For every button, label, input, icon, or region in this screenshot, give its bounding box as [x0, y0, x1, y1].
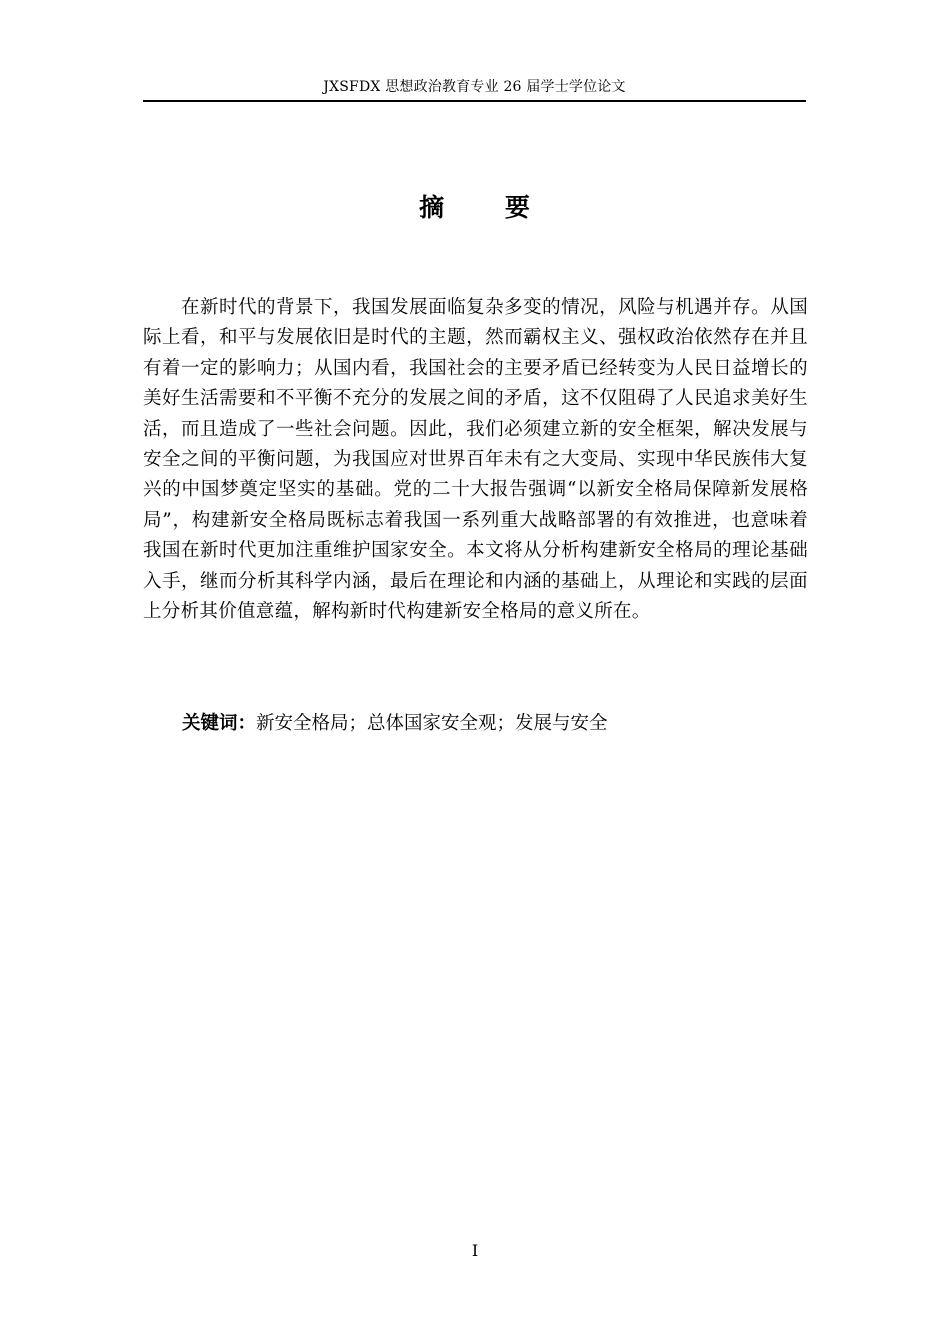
abstract-body: 在新时代的背景下，我国发展面临复杂多变的情况，风险与机遇并存。从国际上看，和平与发展依旧是时代的主题，然而霸权主义、强权政治依然存在并且有着一定的影响力；从国内看，我国社会的主要矛盾已经转变为人民日益增长的美好生活需要和不平衡不充分的发展之间的矛盾，这不仅阻碍了人民追求美好生活，而且造成了一些社会问题。因此，我们必须建立新的安全框架，解决发展与安全之间的平衡问题，为我国应对世界百年未有之大变局、实现中华民族伟大复兴的中国梦奠定坚实的基础。党的二十大报告强调“以新安全格局保障新发展格局”，构建新安全格局既标志着我国一系列重大战略部署的有效推进，也意味着我国在新时代更加注重维护国家安全。本文将从分析构建新安全格局的理论基础入手，继而分析其科学内涵，最后在理论和内涵的基础上，从理论和实践的层面上分析其价值意蕴，解构新时代构建新安全格局的意义所在。 [143, 297, 808, 623]
header-rule [143, 100, 806, 102]
abstract-title: 摘 要 [419, 193, 556, 222]
keywords-label: 关键词： [182, 713, 257, 734]
keywords-value: 新安全格局；总体国家安全观；发展与安全 [256, 713, 608, 734]
running-header: JXSFDX 思想政治教育专业 26 届学士学位论文 [323, 79, 626, 95]
keywords-line [182, 709, 802, 739]
page-number: I [471, 1241, 479, 1260]
